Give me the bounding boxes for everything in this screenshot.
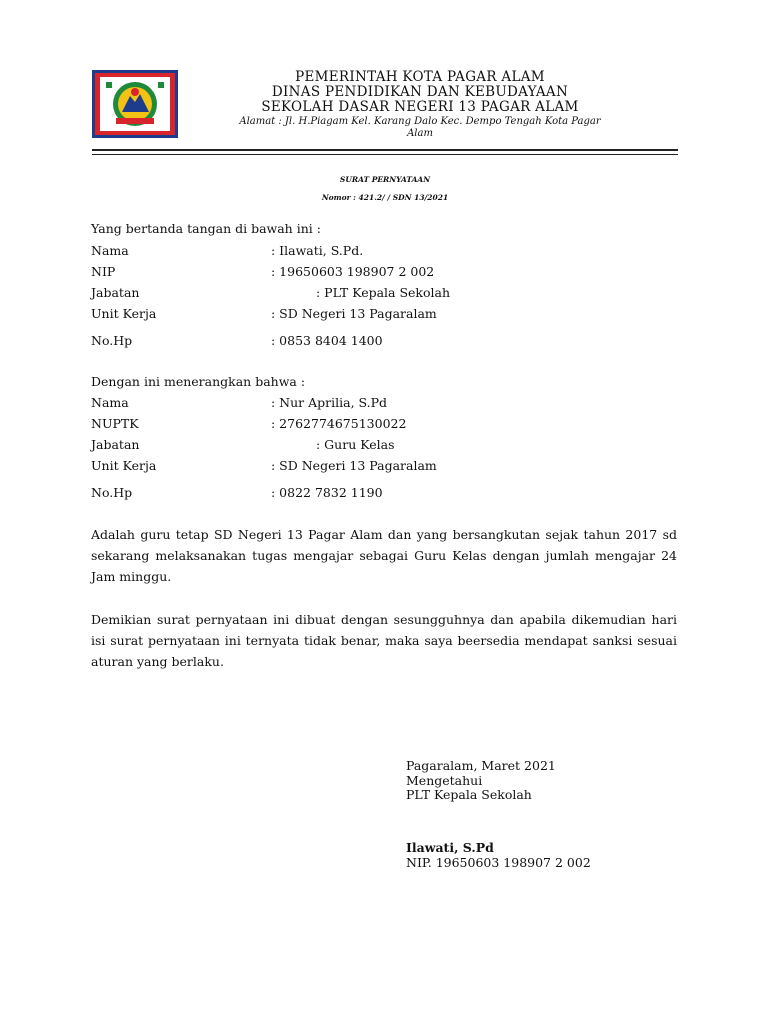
signer-name-value: : Ilawati, S.Pd.	[271, 243, 364, 258]
subject-name-label: Nama	[91, 395, 129, 410]
letterhead	[232, 70, 608, 140]
signer-nip: NIP. 19650603 198907 2 002	[406, 855, 591, 870]
signer-unit-label: Unit Kerja	[91, 306, 157, 321]
signer-name-label: Nama	[91, 243, 129, 258]
statement-paragraph: Adalah guru tetap SD Negeri 13 Pagar Alam dan yang bersangkutan sejak tahun 2017 sd sekarang melaksanakan tugas mengajar sebagai Guru Kelas dengan jumlah mengajar 24 Jam minggu.	[91, 527, 677, 584]
letterhead-address: Alamat : Jl. H.Piagam Kel. Karang Dalo Kec. Dempo Tengah Kota Pagar Alam	[239, 116, 601, 139]
acknowledged-label: Mengetahui	[406, 773, 483, 788]
signer-position-value: : PLT Kepala Sekolah	[316, 285, 451, 300]
signer-position-label: Jabatan	[91, 285, 140, 300]
document-number: Nomor : 421.2/ / SDN 13/2021	[321, 193, 449, 202]
signer-phone-value: : 0853 8404 1400	[271, 333, 383, 348]
city-emblem-logo	[92, 70, 178, 138]
closing-paragraph: Demikian surat pernyataan ini dibuat dengan sesungguhnya dan apabila dikemudian hari isi surat pernyataan ini ternyata tidak benar, maka saya beersedia mendapat sanksi sesuai aturan yang berlaku.	[91, 612, 677, 669]
subject-phone-value: : 0822 7832 1190	[271, 485, 383, 500]
signer-nip-value: : 19650603 198907 2 002	[271, 264, 435, 279]
document-title: SURAT PERNYATAAN	[339, 175, 431, 184]
subject-position-label: Jabatan	[91, 437, 140, 452]
subject-unit-value: : SD Negeri 13 Pagaralam	[271, 458, 437, 473]
subject-nuptk-label: NUPTK	[91, 416, 139, 431]
statement-intro: Dengan ini menerangkan bahwa :	[91, 374, 306, 389]
place-date: Pagaralam, Maret 2021	[406, 758, 556, 773]
signer-nip-label: NIP	[91, 264, 116, 279]
letterhead-divider-thick	[92, 149, 678, 151]
subject-name-value: : Nur Aprilia, S.Pd	[271, 395, 388, 410]
letterhead-divider-thin	[92, 154, 678, 155]
signer-phone-label: No.Hp	[91, 333, 133, 348]
signer-unit-value: : SD Negeri 13 Pagaralam	[271, 306, 437, 321]
signer-name: Ilawati, S.Pd	[406, 840, 494, 855]
signer-intro: Yang bertanda tangan di bawah ini :	[91, 221, 321, 236]
subject-nuptk-value: : 2762774675130022	[271, 416, 407, 431]
subject-unit-label: Unit Kerja	[91, 458, 157, 473]
signer-title: PLT Kepala Sekolah	[406, 787, 532, 802]
subject-position-value: : Guru Kelas	[316, 437, 395, 452]
letterhead-school: SEKOLAH DASAR NEGERI 13 PAGAR ALAM	[261, 99, 579, 115]
letterhead-department: DINAS PENDIDIKAN DAN KEBUDAYAAN	[271, 84, 569, 100]
letterhead-government: PEMERINTAH KOTA PAGAR ALAM	[295, 69, 545, 85]
subject-phone-label: No.Hp	[91, 485, 133, 500]
